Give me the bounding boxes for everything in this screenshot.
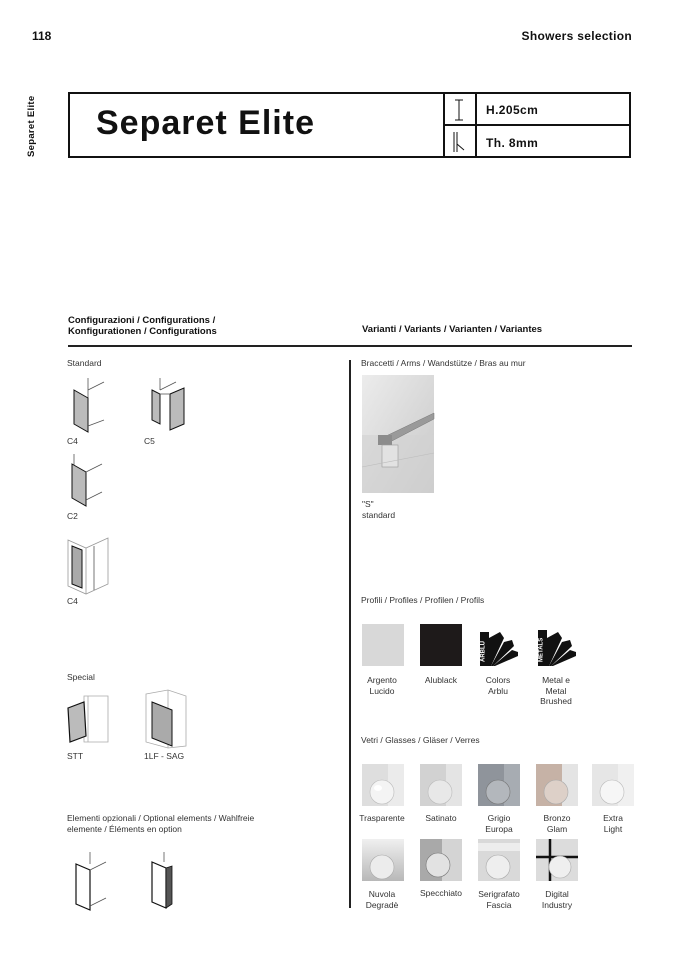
column-divider bbox=[349, 360, 351, 908]
configurations-heading: Configurazioni / Configurations / Konfigurationen / Configurations bbox=[68, 315, 217, 337]
thickness-spec: Th. 8mm bbox=[486, 136, 539, 150]
colors-arblu-fan-icon bbox=[478, 624, 522, 668]
glass-name: Grigio Europa bbox=[485, 813, 513, 834]
profile-name: Metal e Metal Brushed bbox=[540, 675, 572, 706]
fan-brand-text: METALS bbox=[538, 637, 545, 662]
special-label: Special bbox=[67, 672, 95, 682]
profile-name: Colors Arblu bbox=[485, 675, 511, 696]
glass-name: Trasparente bbox=[359, 813, 405, 823]
config-c5-diagram bbox=[146, 376, 192, 438]
page-number: 118 bbox=[32, 29, 52, 43]
glass-name: Nuvola Degradè bbox=[365, 889, 399, 910]
glass-swatch-grigio-europa bbox=[478, 764, 520, 806]
glass-name: Digital Industry bbox=[541, 889, 573, 910]
config-c4-diagram bbox=[64, 376, 108, 438]
glass-swatch-serigrafato-fascia bbox=[478, 839, 520, 881]
height-icon bbox=[452, 98, 466, 122]
product-title: Separet Elite bbox=[96, 104, 315, 142]
glass-swatch-extra-light bbox=[592, 764, 634, 806]
thickness-icon bbox=[450, 130, 468, 154]
profile-swatch-alublack bbox=[420, 624, 462, 666]
config-label: 1LF - SAG bbox=[144, 751, 185, 761]
config-label: C5 bbox=[144, 436, 155, 446]
height-spec: H.205cm bbox=[486, 103, 539, 117]
section-title: Showers selection bbox=[521, 29, 632, 43]
glass-swatch-satinato bbox=[420, 764, 462, 806]
glass-swatch-bronzo-glam bbox=[536, 764, 578, 806]
config-label: C4 bbox=[67, 596, 78, 606]
optional-element-diagram bbox=[148, 850, 188, 914]
config-label: STT bbox=[67, 751, 84, 761]
profile-swatch-argento bbox=[362, 624, 404, 666]
config-label: C2 bbox=[67, 511, 78, 521]
glass-name: Extra Light bbox=[603, 813, 623, 834]
optional-elements-label: Elementi opzionali / Optional elements / Wahlfreie elemente / Éléments en option bbox=[67, 813, 255, 834]
side-label: Separet Elite bbox=[26, 95, 37, 157]
config-stt-diagram bbox=[64, 690, 112, 750]
profile-name: Alublack bbox=[424, 675, 458, 685]
fan-brand-text: ARBLU bbox=[480, 641, 487, 662]
glass-name: Bronzo Glam bbox=[543, 813, 571, 834]
config-c4-box-diagram bbox=[64, 530, 112, 596]
profile-name: Argento Lucido bbox=[367, 675, 397, 696]
glass-name: Specchiato bbox=[419, 888, 463, 898]
profiles-label: Profili / Profiles / Profilen / Profils bbox=[361, 595, 485, 605]
metals-fan-icon bbox=[536, 624, 580, 668]
header-rule bbox=[68, 345, 632, 347]
config-1lf-sag-diagram bbox=[142, 688, 190, 750]
glass-swatch-nuvola-degrade bbox=[362, 839, 404, 881]
glass-swatch-trasparente bbox=[362, 764, 404, 806]
standard-label: Standard bbox=[67, 358, 102, 368]
glasses-label: Vetri / Glasses / Gläser / Verres bbox=[361, 735, 480, 745]
glass-swatch-specchiato bbox=[420, 839, 462, 881]
divider bbox=[443, 124, 631, 126]
glass-name: Serigrafato Fascia bbox=[478, 889, 520, 910]
variants-heading: Varianti / Variants / Varianten / Variantes bbox=[362, 324, 543, 335]
arm-photo bbox=[362, 375, 434, 493]
arms-label: Braccetti / Arms / Wandstütze / Bras au mur bbox=[361, 358, 526, 368]
glass-swatch-digital-industry bbox=[536, 839, 578, 881]
glass-name: Satinato bbox=[425, 813, 457, 823]
config-c2-diagram bbox=[64, 452, 110, 508]
arm-name: "S" standard bbox=[362, 499, 396, 520]
optional-element-diagram bbox=[72, 850, 112, 914]
config-label: C4 bbox=[67, 436, 78, 446]
